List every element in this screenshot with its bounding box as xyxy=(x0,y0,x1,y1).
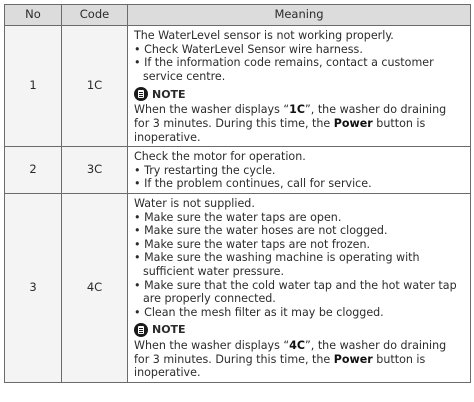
table-row xyxy=(5,193,471,382)
row-meaning xyxy=(128,193,471,382)
meaning-bullet: • Try restarting the cycle. xyxy=(134,163,276,177)
note-label: NOTE xyxy=(152,87,186,101)
note-text-part: button is inoperative. xyxy=(134,116,426,144)
note-code: 1C xyxy=(289,103,306,117)
meaning-bullet: • If the problem continues, call for service. xyxy=(134,177,372,191)
note-power: Power xyxy=(333,352,373,366)
row-code: 4C xyxy=(62,193,128,382)
table-row xyxy=(5,147,471,194)
meaning-bullet: • Make sure that the cold water tap and the hot water tap are properly connected. xyxy=(134,278,457,306)
header-meaning: Meaning xyxy=(128,5,471,26)
row-code: 1C xyxy=(62,26,128,147)
note-text-part: ”, the washer do draining for 3 minutes. During this time, the xyxy=(134,103,447,130)
note-text-part: When the washer displays “ xyxy=(134,103,290,117)
header-no: No xyxy=(5,5,62,26)
table-row xyxy=(5,26,471,147)
meaning-intro: Water is not supplied. xyxy=(134,196,255,210)
note-code: 4C xyxy=(289,339,306,353)
row-number: 2 xyxy=(5,147,62,194)
meaning-intro: The WaterLevel sensor is not working properly. xyxy=(134,29,394,42)
note-power: Power xyxy=(333,116,373,130)
meaning-bullet: • Make sure the water taps are open. xyxy=(134,210,342,224)
note-text xyxy=(134,339,464,380)
meaning-bullet: • Make sure the water hoses are not clogged. xyxy=(134,224,388,238)
note-heading xyxy=(134,87,464,101)
note-label: NOTE xyxy=(152,323,186,337)
meaning-bullet: • Check WaterLevel Sensor wire harness. xyxy=(134,42,363,56)
information-code-table xyxy=(4,4,471,383)
note-icon xyxy=(134,87,148,101)
meaning-bullet: • If the information code remains, contact a customer service centre. xyxy=(134,56,434,83)
meaning-intro: Check the motor for operation. xyxy=(134,150,306,164)
header-row xyxy=(5,5,471,26)
note-text-part: button is inoperative. xyxy=(134,352,426,380)
row-meaning xyxy=(128,26,471,147)
meaning-bullet: • Clean the mesh filter as it may be clogged. xyxy=(134,305,384,319)
note-text xyxy=(134,103,464,144)
row-number: 1 xyxy=(5,26,62,147)
note-icon xyxy=(134,323,148,337)
meaning-bullet: • Make sure the water taps are not frozen. xyxy=(134,237,371,251)
row-code: 3C xyxy=(62,147,128,194)
meaning-bullet: • Make sure the washing machine is operating with sufficient water pressure. xyxy=(134,251,420,278)
row-number: 3 xyxy=(5,193,62,382)
note-heading xyxy=(134,323,464,337)
note-text-part: When the washer displays “ xyxy=(134,339,290,353)
row-meaning xyxy=(128,147,471,194)
header-code: Code xyxy=(62,5,128,26)
note-text-part: ”, the washer do draining for 3 minutes. During this time, the xyxy=(134,339,447,366)
